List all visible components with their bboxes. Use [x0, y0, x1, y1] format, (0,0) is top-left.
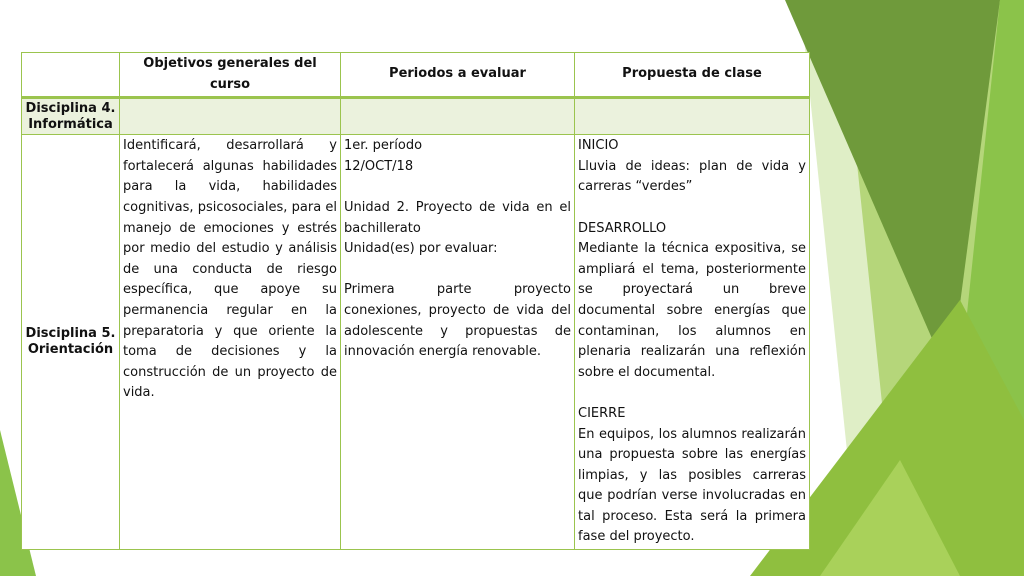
objectives-text: Identificará, desarrollará y fortalecerá algunas habilidades para la vida, habilidades cognitivas, psicosociales, para el manejo de emociones y estrés por medio del estudio y análisis de una conducta de riesgo específica, que apoye su permanencia regular en la preparatoria y que oriente la toma de decisiones y la construcción de un proyecto de vida.: [123, 138, 337, 401]
header-objectives: Objetivos generales del curso: [120, 53, 341, 98]
units-label: Unidad(es) por evaluar:: [344, 241, 498, 257]
objectives-cell: [120, 135, 341, 550]
period-date: 12/OCT/18: [344, 158, 414, 174]
row-orientacion: [22, 135, 810, 550]
discipline-5: Disciplina 5. Orientación: [22, 135, 120, 550]
header-periods: Periodos a evaluar: [341, 53, 575, 98]
discipline-4: Disciplina 4. Informática: [22, 98, 120, 135]
cell-empty-2: [341, 98, 575, 135]
period-label: 1er. período: [344, 138, 423, 154]
header-empty: [22, 53, 120, 98]
desarrollo-text: Mediante la técnica expositiva, se ampliará el tema, posteriormente se proyectará un breve documental sobre energías que contaminan, los alumnos en plenaria realizarán una reflexión sobre el documental.: [578, 241, 806, 380]
row-informatica: [22, 98, 810, 135]
header-proposal: Propuesta de clase: [575, 53, 810, 98]
inicio-title: INICIO: [578, 138, 619, 154]
header-row: [22, 53, 810, 98]
periods-cell: [341, 135, 575, 550]
cierre-text: En equipos, los alumnos realizarán una propuesta sobre las energías limpias, y las posibles carreras que podrían verse involucradas en tal proceso. Esta será la primera fase del proyecto.: [578, 426, 806, 545]
cell-empty-3: [575, 98, 810, 135]
units-detail: Primera parte proyecto conexiones, proyecto de vida del adolescente y propuestas de innovación energía renovable.: [344, 282, 571, 360]
cierre-title: CIERRE: [578, 405, 626, 421]
proposal-cell: [575, 135, 810, 550]
unit-title: Unidad 2. Proyecto de vida en el bachillerato: [344, 199, 571, 236]
cell-empty-1: [120, 98, 341, 135]
course-table: [21, 52, 810, 550]
desarrollo-title: DESARROLLO: [578, 220, 667, 236]
inicio-text: Lluvia de ideas: plan de vida y carreras “verdes”: [578, 158, 806, 195]
